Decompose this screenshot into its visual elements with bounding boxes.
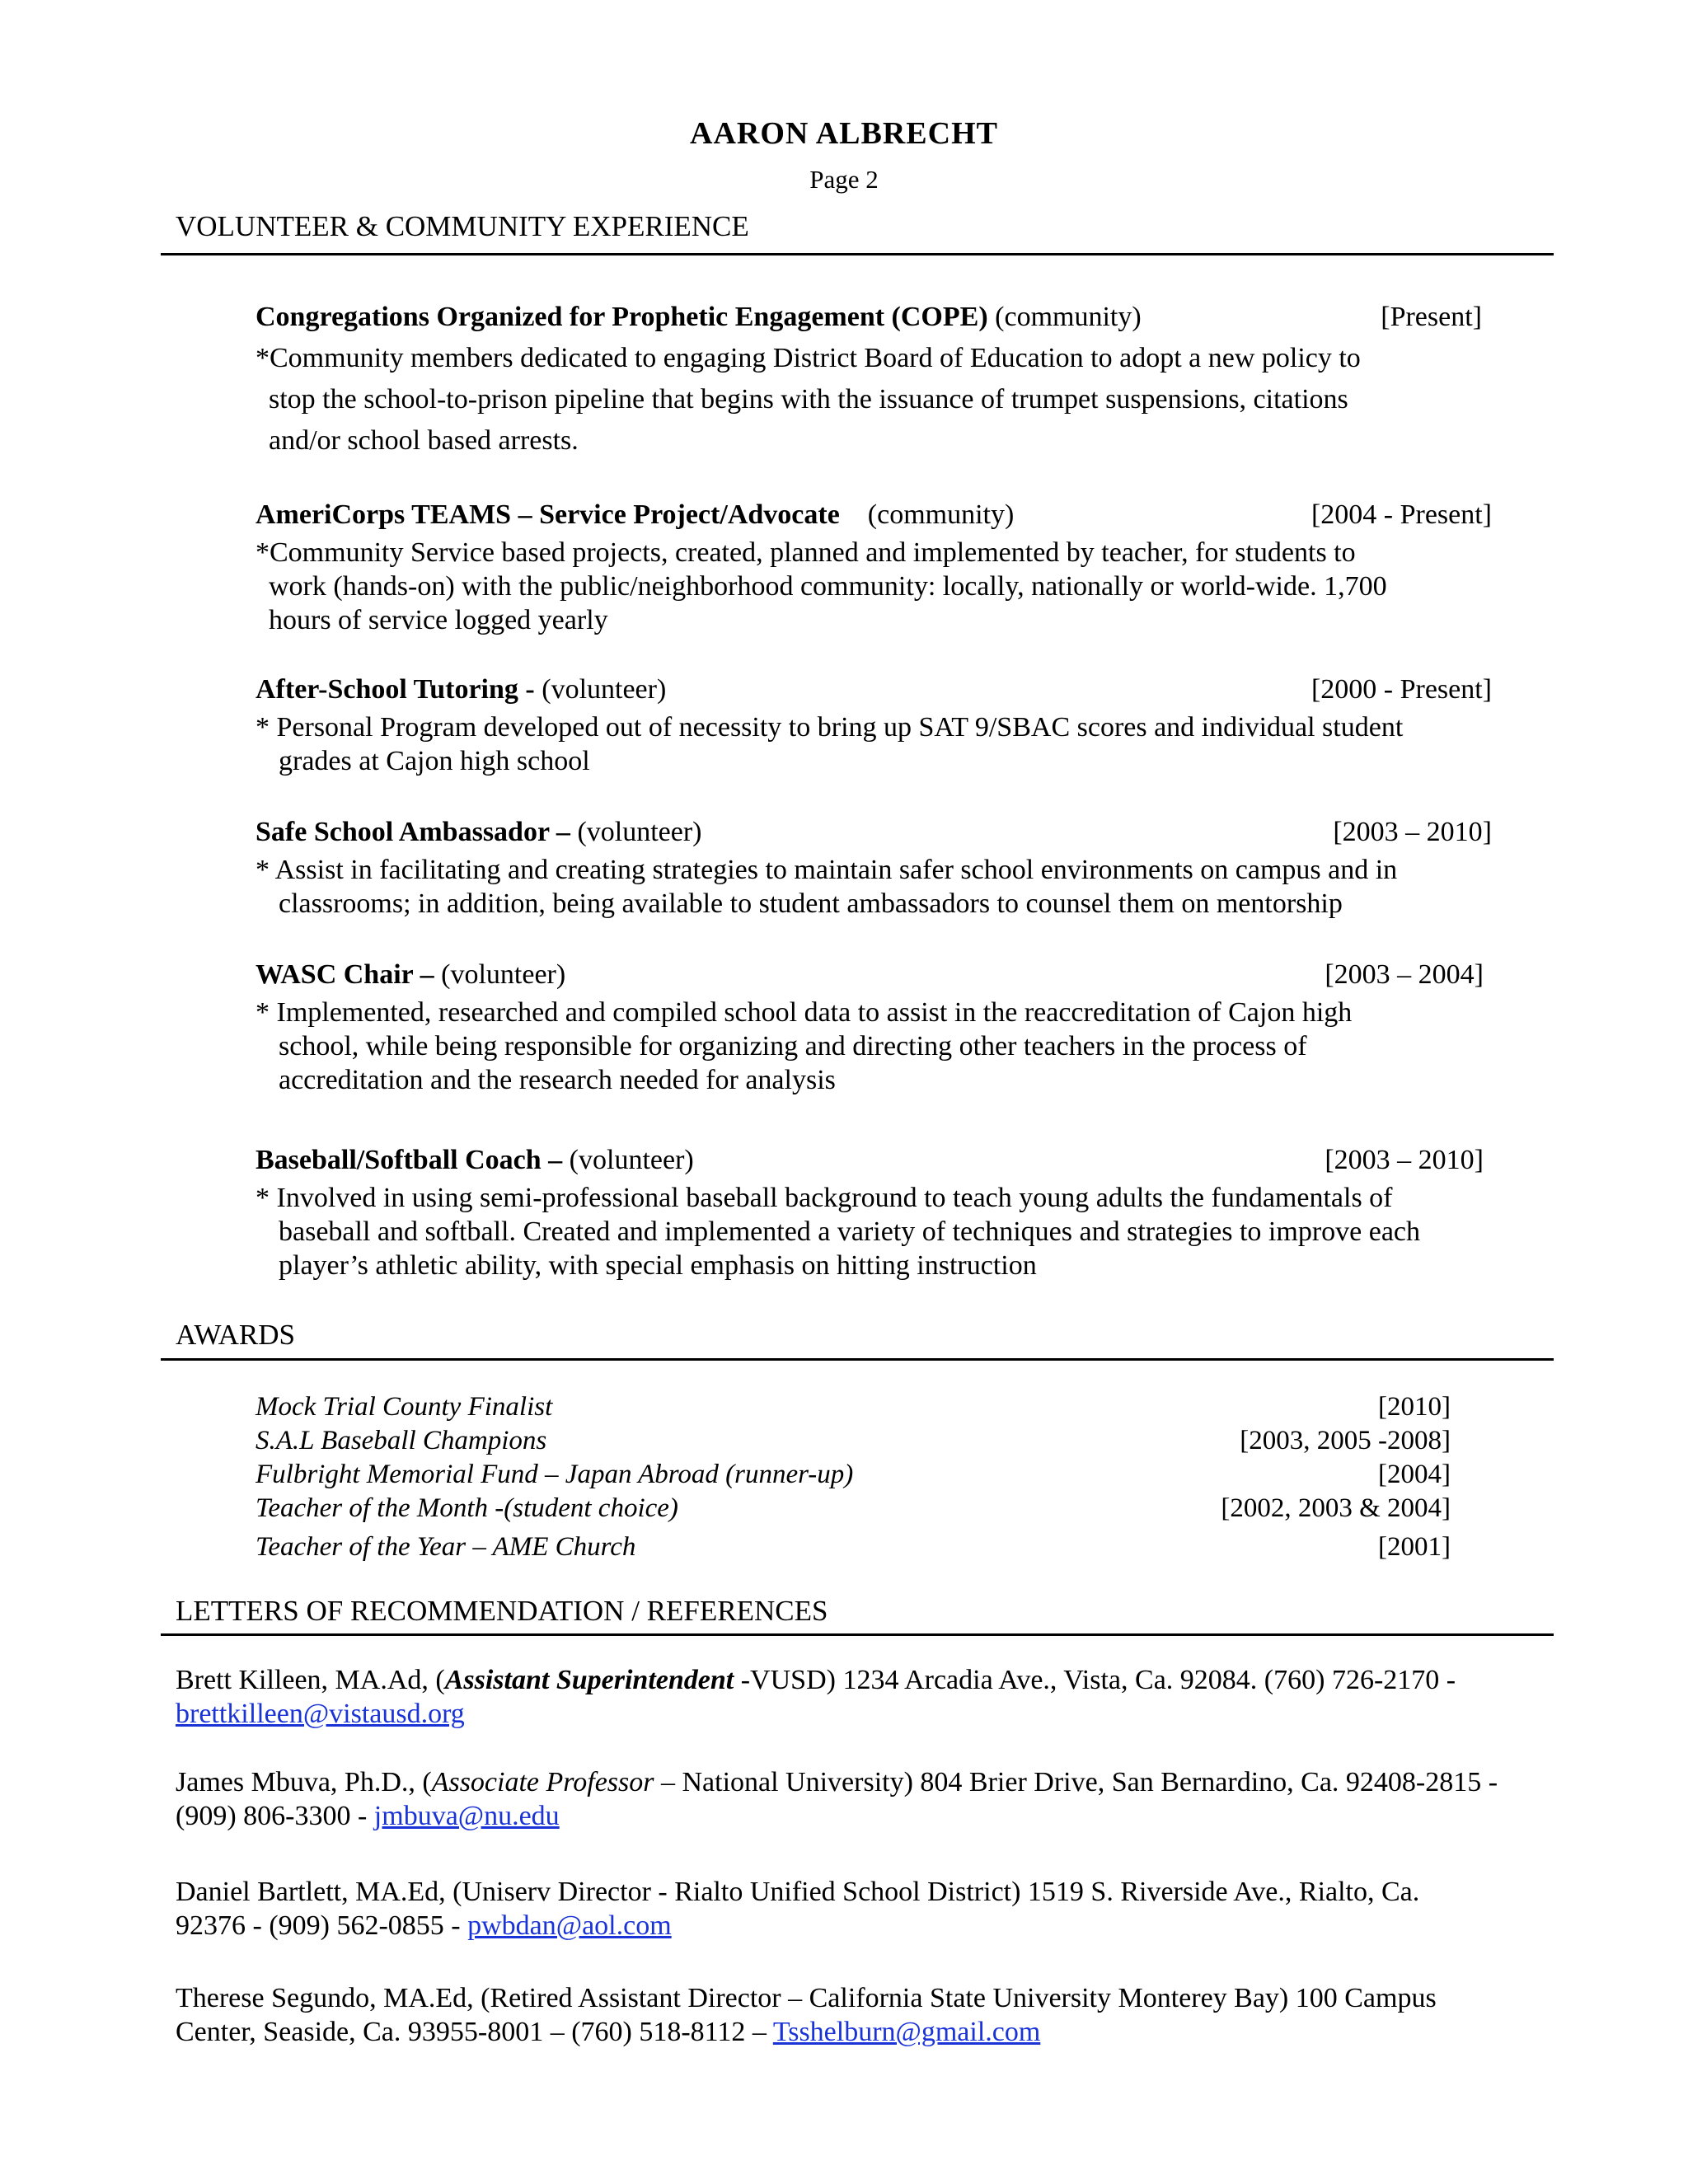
award-name: Teacher of the Month -(student choice) <box>256 1493 678 1523</box>
award-date: [2002, 2003 & 2004] <box>1221 1493 1451 1523</box>
volunteer-entry-cope <box>256 297 1482 462</box>
award-date: [2004] <box>1378 1460 1451 1489</box>
volunteer-entry-baseball <box>256 1140 1484 1282</box>
volunteer-entry-wasc <box>256 954 1484 1097</box>
entry-description <box>256 853 1492 921</box>
reference-text: Therese Segundo, MA.Ed, (Retired Assistant Director – California State University Monterey Bay) 100 Campus <box>176 1983 1437 2013</box>
entry-title-line <box>256 669 1492 710</box>
page-number: Page 2 <box>809 165 879 194</box>
award-date: [2003, 2005 -2008] <box>1240 1426 1451 1455</box>
volunteer-entry-americorps <box>256 494 1492 637</box>
desc-line: * Involved in using semi-professional baseball background to teach young adults the fundamentals of <box>256 1183 1393 1213</box>
desc-line: classrooms; in addition, being available to student ambassadors to counsel them on mentorship <box>279 888 1343 919</box>
section-volunteer-heading: VOLUNTEER & COMMUNITY EXPERIENCE <box>176 210 749 242</box>
entry-type: (volunteer) <box>577 817 702 847</box>
awards-list <box>256 1390 1451 1564</box>
reference-item <box>176 1663 1519 1731</box>
reference-email-link[interactable]: brettkilleen@vistausd.org <box>176 1699 465 1729</box>
reference-text: 92376 - (909) 562-0855 - <box>176 1910 468 1941</box>
award-name: Mock Trial County Finalist <box>256 1392 553 1422</box>
entry-description <box>256 710 1492 778</box>
reference-text: James Mbuva, Ph.D., ( <box>176 1767 432 1797</box>
desc-line: * Personal Program developed out of necessity to bring up SAT 9/SBAC scores and individual student <box>256 712 1404 743</box>
entry-date: [2003 – 2004] <box>1325 959 1484 990</box>
entry-title-line <box>256 812 1492 853</box>
entry-title: AmeriCorps TEAMS – Service Project/Advocate <box>256 499 840 530</box>
entry-type: (community) <box>867 499 1015 530</box>
reference-email-link[interactable]: Tsshelburn@gmail.com <box>772 2017 1041 2047</box>
volunteer-entry-tutoring <box>256 669 1492 778</box>
reference-email-link[interactable]: jmbuva@nu.edu <box>373 1801 560 1831</box>
award-item <box>256 1424 1451 1458</box>
desc-line: stop the school-to-prison pipeline that begins with the issuance of trumpet suspensions, citations <box>269 384 1348 415</box>
reference-text: (909) 806-3300 - <box>176 1801 374 1831</box>
award-item <box>256 1458 1451 1492</box>
section-references-heading: LETTERS OF RECOMMENDATION / REFERENCES <box>176 1595 828 1627</box>
entry-date: [2003 – 2010] <box>1333 817 1492 847</box>
entry-type: (volunteer) <box>441 959 566 990</box>
reference-item <box>176 1875 1519 1943</box>
volunteer-entry-safe-school <box>256 812 1492 921</box>
entry-date: [Present] <box>1381 302 1482 332</box>
entry-title-line <box>256 494 1492 536</box>
award-item <box>256 1390 1451 1424</box>
reference-role: Assistant Superintendent <box>444 1665 734 1695</box>
entry-description <box>256 1181 1484 1282</box>
desc-line: baseball and softball. Created and implemented a variety of techniques and strategies to improve each <box>279 1216 1421 1247</box>
entry-title-line <box>256 1140 1484 1181</box>
desc-line: hours of service logged yearly <box>269 605 608 635</box>
entry-title: After-School Tutoring - <box>256 674 535 705</box>
award-item <box>256 1492 1451 1526</box>
entry-type: (volunteer) <box>542 674 667 705</box>
desc-line: * Assist in facilitating and creating strategies to maintain safer school environments on campus and in <box>256 855 1398 885</box>
entry-date: [2003 – 2010] <box>1325 1145 1484 1175</box>
entry-date: [2004 - Present] <box>1311 499 1492 530</box>
award-name: Teacher of the Year – AME Church <box>256 1532 636 1562</box>
reference-email-link[interactable]: pwbdan@aol.com <box>467 1910 672 1941</box>
desc-line: work (hands-on) with the public/neighborhood community: locally, nationally or world-wide. 1,700 <box>269 571 1387 602</box>
desc-line: and/or school based arrests. <box>269 425 579 456</box>
entry-description <box>256 536 1492 637</box>
section-divider <box>161 1358 1554 1361</box>
entry-type: (volunteer) <box>569 1145 694 1175</box>
entry-description <box>256 338 1482 462</box>
entry-date: [2000 - Present] <box>1311 674 1492 705</box>
reference-item <box>176 1765 1519 1833</box>
desc-line: * Implemented, researched and compiled school data to assist in the reaccreditation of Cajon high <box>256 997 1353 1028</box>
desc-line: grades at Cajon high school <box>279 746 590 776</box>
section-awards-heading: AWARDS <box>176 1319 295 1351</box>
desc-line: accreditation and the research needed for analysis <box>279 1065 836 1095</box>
reference-role: Associate Professor <box>431 1767 654 1797</box>
reference-text: Brett Killeen, MA.Ad, ( <box>176 1665 445 1695</box>
reference-text: Daniel Bartlett, MA.Ed, (Uniserv Director - Rialto Unified School District) 1519 S. Riverside Ave., Rialto, Ca. <box>176 1877 1420 1907</box>
entry-description <box>256 996 1484 1097</box>
section-divider <box>161 1633 1554 1636</box>
award-name: Fulbright Memorial Fund – Japan Abroad (runner-up) <box>256 1460 854 1489</box>
award-name: S.A.L Baseball Champions <box>256 1426 547 1455</box>
entry-type: (community) <box>995 302 1142 332</box>
entry-title: WASC Chair – <box>256 959 434 990</box>
award-date: [2001] <box>1378 1532 1451 1562</box>
desc-line: school, while being responsible for organizing and directing other teachers in the process of <box>279 1031 1307 1062</box>
reference-text: – National University) 804 Brier Drive, San Bernardino, Ca. 92408-2815 - <box>654 1767 1498 1797</box>
desc-line: player’s athletic ability, with special emphasis on hitting instruction <box>279 1250 1037 1281</box>
reference-item <box>176 1981 1519 2049</box>
section-divider <box>161 253 1554 255</box>
entry-title-line <box>256 954 1484 996</box>
entry-title: Baseball/Softball Coach – <box>256 1145 563 1175</box>
desc-line: *Community Service based projects, created, planned and implemented by teacher, for students to <box>256 537 1356 568</box>
entry-title: Safe School Ambassador – <box>256 817 570 847</box>
entry-title-line <box>256 297 1482 338</box>
reference-text: Center, Seaside, Ca. 93955-8001 – (760) 518-8112 – <box>176 2017 773 2047</box>
entry-title: Congregations Organized for Prophetic Engagement (COPE) <box>256 302 988 332</box>
desc-line: *Community members dedicated to engaging District Board of Education to adopt a new policy to <box>256 343 1361 373</box>
award-date: [2010] <box>1378 1392 1451 1422</box>
reference-text: -VUSD) 1234 Arcadia Ave., Vista, Ca. 92084. (760) 726-2170 - <box>734 1665 1456 1695</box>
award-item <box>256 1530 1451 1564</box>
candidate-name: AARON ALBRECHT <box>690 116 998 151</box>
